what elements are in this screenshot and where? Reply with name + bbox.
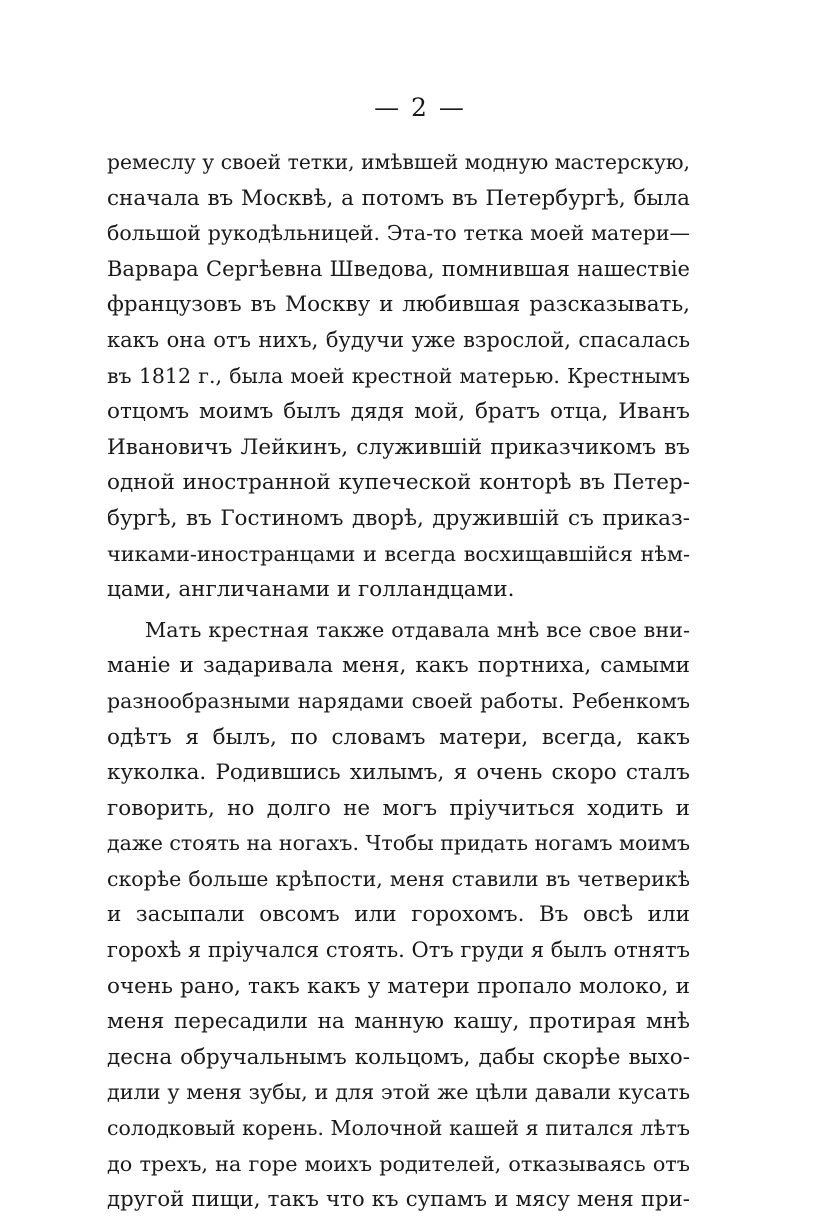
paragraph-1 [107,145,690,608]
text-line: большой рукодѣльницей. Эта-то тетка моей матери— [107,221,690,246]
text-line: другой пищи, такъ что къ супамъ и мясу меня при- [107,1187,690,1213]
text-line: маніе и задаривала меня, какъ портниха, самыми [107,653,690,679]
text-line: какъ она отъ нихъ, будучи уже взрослой, спасалась [107,327,690,352]
text-line: одной иностранной купеческой конторѣ въ Петер- [107,470,690,496]
text-line: отцомъ моимъ былъ дядя мой, братъ отца, Иванъ [107,399,690,425]
body-text [107,145,690,1218]
text-line: одѣтъ я былъ, по словамъ матери, всегда, какъ [107,724,690,750]
text-line: Варвара Сергѣевна Шведова, помнившая нашествіе [107,256,690,281]
text-line: бургѣ, въ Гостиномъ дворѣ, дружившій съ приказ- [107,505,690,531]
text-line: французовъ въ Москву и любившая разсказывать, [107,292,690,318]
text-line: десна обручальнымъ кольцомъ, дабы скорѣе выхо- [107,1044,690,1070]
text-line-first: Мать крестная также отдавала мнѣ все свое вни- [145,617,690,642]
text-line: ремеслу у своей тетки, имѣвшей модную мастерскую, [107,150,690,174]
text-line: даже стоять на ногахъ. Чтобы придать ногамъ моимъ [107,831,690,856]
text-line: куколка. Родившись хилымъ, я очень скоро сталъ [107,760,690,786]
text-line: дили у меня зубы, и для этой же цѣли давали кусать [107,1080,690,1105]
text-line: сначала въ Москвѣ, а потомъ въ Петербургѣ, была [107,185,690,211]
paragraph-2 [107,613,690,1218]
text-line: и засыпали овсомъ или горохомъ. Въ овсѣ или [107,902,690,928]
text-line: въ 1812 г., была моей крестной матерью. Крестнымъ [107,363,690,388]
text-line: скорѣе больше крѣпости, меня ставили въ четверикѣ [107,866,690,891]
text-line: горохѣ я пріучался стоять. Отъ груди я былъ отнятъ [107,938,690,963]
text-line: Ивановичъ Лейкинъ, служившій приказчикомъ въ [107,434,690,460]
text-line-last: цами, англичанами и голландцами. [107,577,515,603]
page-number: — 2 — [374,93,466,122]
text-line: говорить, но долго не могъ пріучиться ходить и [107,795,690,821]
text-line: солодковый корень. Молочной кашей я питался лѣтъ [107,1116,690,1141]
text-line: меня пересадили на манную кашу, протирая мнѣ [107,1009,690,1035]
text-line: чиками-иностранцами и всегда восхищавшійся нѣм- [107,541,690,566]
text-line: разнообразными нарядами своей работы. Ребенкомъ [107,688,690,713]
text-line: очень рано, такъ какъ у матери пропало молоко, и [107,973,690,999]
text-line: до трехъ, на горе моихъ родителей, отказываясь отъ [107,1151,690,1176]
